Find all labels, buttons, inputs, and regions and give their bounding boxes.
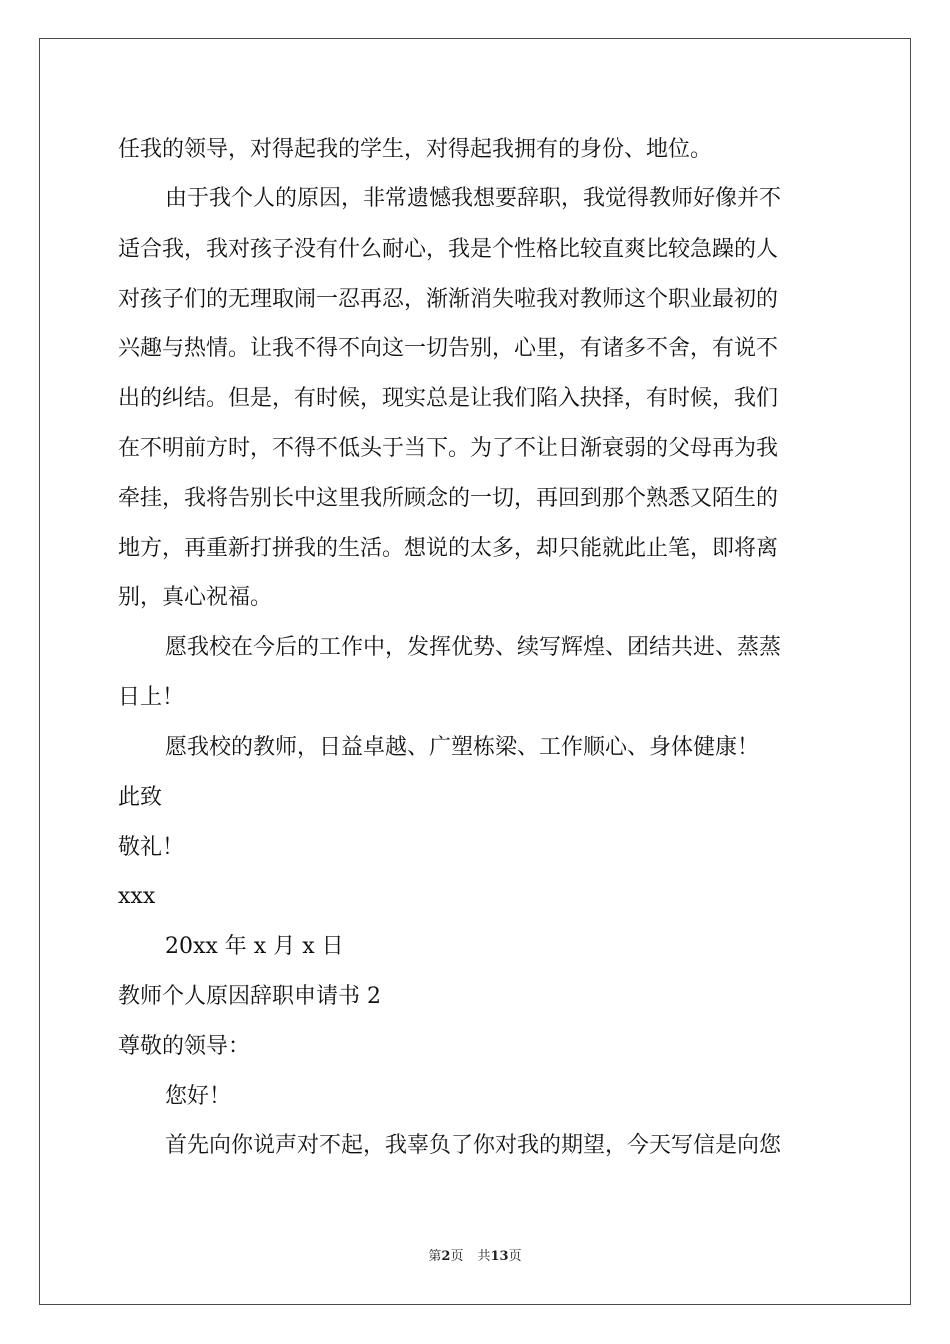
body-line: 在不明前方时，不得不低头于当下。为了不让日渐衰弱的父母再为我 bbox=[118, 436, 779, 461]
page-prefix: 第 bbox=[428, 1249, 442, 1264]
page-number: 2 bbox=[441, 1249, 451, 1264]
body-line: 别，真心祝福。 bbox=[118, 585, 273, 610]
total-suffix: 页 bbox=[508, 1249, 522, 1264]
body-line: 愿我校的教师，日益卓越、广塑栋梁、工作顺心、身体健康！ bbox=[165, 735, 760, 760]
body-line: 地方，再重新打拼我的生活。想说的太多，却只能就此止笔，即将离 bbox=[118, 536, 779, 561]
closing-regards: 敬礼！ bbox=[118, 835, 185, 860]
page-border bbox=[39, 38, 911, 1305]
body-line: 由于我个人的原因，非常遗憾我想要辞职，我觉得教师好像并不 bbox=[165, 186, 782, 211]
greeting-line: 尊敬的领导： bbox=[118, 1034, 251, 1059]
page-footer bbox=[0, 1245, 950, 1264]
body-line: 愿我校在今后的工作中，发挥优势、续写辉煌、团结共进、蒸蒸 bbox=[165, 635, 782, 660]
body-line: 对孩子们的无理取闹一忍再忍，渐渐消失啦我对教师这个职业最初的 bbox=[118, 287, 779, 312]
body-line: 任我的领导，对得起我的学生，对得起我拥有的身份、地位。 bbox=[118, 137, 713, 162]
total-prefix: 共 bbox=[477, 1249, 491, 1264]
body-line: 适合我，我对孩子没有什么耐心，我是个性格比较直爽比较急躁的人 bbox=[118, 237, 779, 262]
signature-name: xxx bbox=[118, 884, 156, 909]
section-title: 教师个人原因辞职申请书 2 bbox=[118, 984, 381, 1009]
greeting-line: 您好！ bbox=[165, 1084, 232, 1109]
total-pages: 13 bbox=[490, 1249, 509, 1264]
closing-salutation: 此致 bbox=[118, 785, 163, 810]
body-line: 出的纠结。但是，有时候，现实总是让我们陷入抉择，有时候，我们 bbox=[118, 386, 779, 411]
body-line: 日上！ bbox=[118, 685, 185, 710]
page-suffix: 页 bbox=[450, 1249, 464, 1264]
body-line: 兴趣与热情。让我不得不向这一切告别，心里，有诸多不舍，有说不 bbox=[118, 336, 779, 361]
body-line: 牵挂，我将告别长中这里我所顾念的一切，再回到那个熟悉又陌生的 bbox=[118, 486, 779, 511]
signature-date: 20xx 年 x 月 x 日 bbox=[165, 934, 344, 959]
body-line: 首先向你说声对不起，我辜负了你对我的期望，今天写信是向您 bbox=[165, 1133, 782, 1158]
